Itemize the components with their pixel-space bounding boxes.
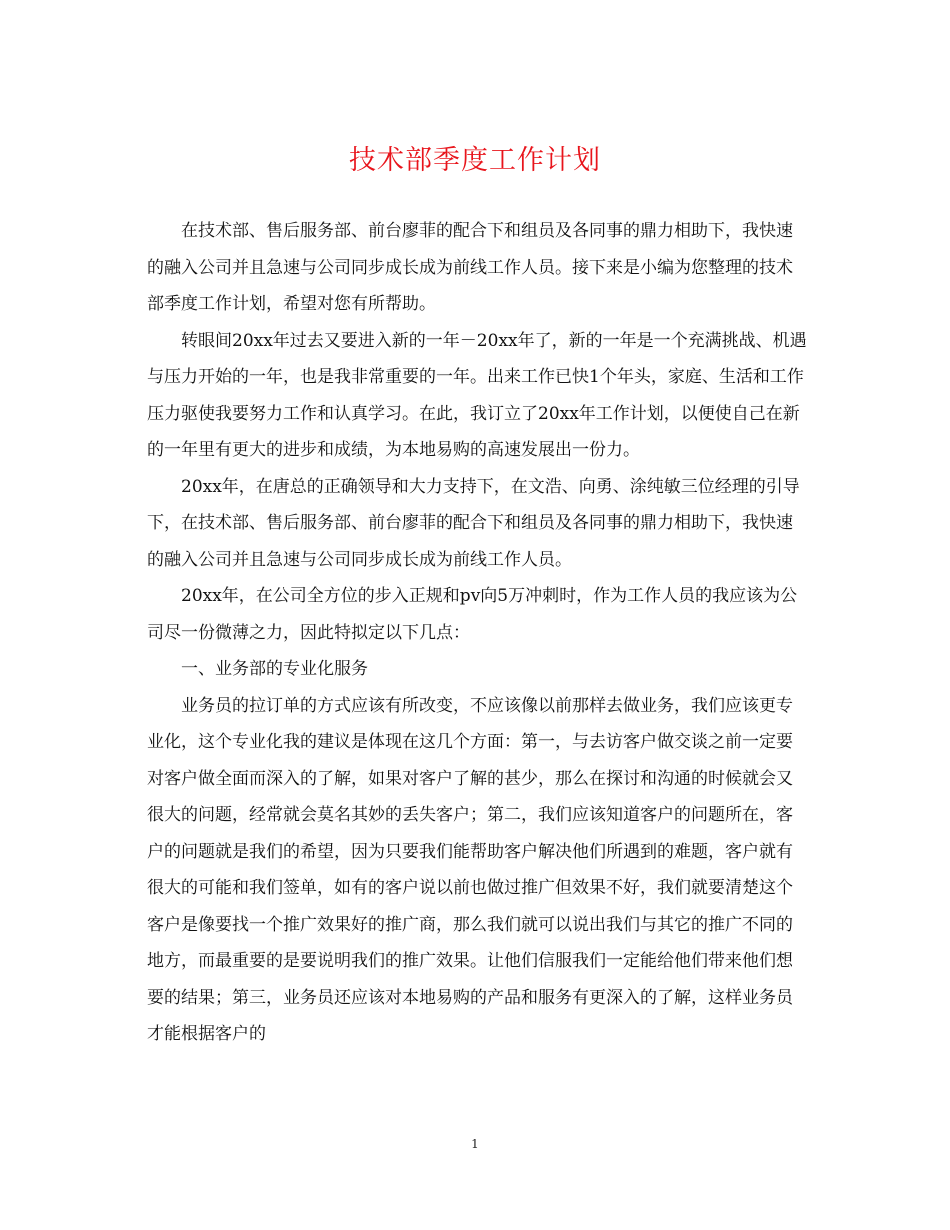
section-heading: 一、业务部的专业化服务 xyxy=(181,659,368,679)
paragraph: 在技术部、售后服务部、前台廖菲的配合下和组员及各同事的鼎力相助下，我快速的融入公司并且急速与公司同步成长成为前线工作人员。接下来是小编为您整理的技术部季度工作计划，希望对您有所帮助。 xyxy=(147,221,793,314)
document-title: 技术部季度工作计划 xyxy=(349,145,601,176)
paragraph: 20xx年，在公司全方位的步入正规和pv向5万冲刺时，作为工作人员的我应该为公司尽一份微薄之力，因此特拟定以下几点： xyxy=(147,586,798,643)
paragraph: 20xx年，在唐总的正确领导和大力支持下，在文浩、向勇、涂纯敏三位经理的引导下，在技术部、售后服务部、前台廖菲的配合下和组员及各同事的鼎力相助下，我快速的融入公司并且急速与公司同步成长成为前线工作人员。 xyxy=(147,476,800,570)
document-body xyxy=(147,213,807,1053)
page-number: 1 xyxy=(471,1137,479,1151)
paragraph: 业务员的拉订单的方式应该有所改变，不应该像以前那样去做业务，我们应该更专业化，这个专业化我的建议是体现在这几个方面：第一，与去访客户做交谈之前一定要对客户做全面而深入的了解，如果对客户了解的甚少，那么在探讨和沟通的时候就会又很大的问题，经常就会莫名其妙的丢失客户；第二，我们应该知道客户的问题所在，客户的问题就是我们的希望，因为只要我们能帮助客户解决他们所遇到的难题，客户就有很大的可能和我们签单，如有的客户说以前也做过推广但效果不好，我们就要清楚这个客户是像要找一个推广效果好的推广商，那么我们就可以说出我们与其它的推广不同的地方，而最重要的是要说明我们的推广效果。让他们信服我们一定能给他们带来他们想要的结果；第三，业务员还应该对本地易购的产品和服务有更深入的了解，这样业务员才能根据客户的 xyxy=(147,695,793,1044)
paragraph: 转眼间20xx年过去又要进入新的一年－20xx年了，新的一年是一个充满挑战、机遇与压力开始的一年，也是我非常重要的一年。出来工作已快1个年头，家庭、生活和工作压力驱使我要努力工作和认真学习。在此，我订立了20xx年工作计划，以便使自己在新的一年里有更大的进步和成绩，为本地易购的高速发展出一份力。 xyxy=(147,330,807,460)
